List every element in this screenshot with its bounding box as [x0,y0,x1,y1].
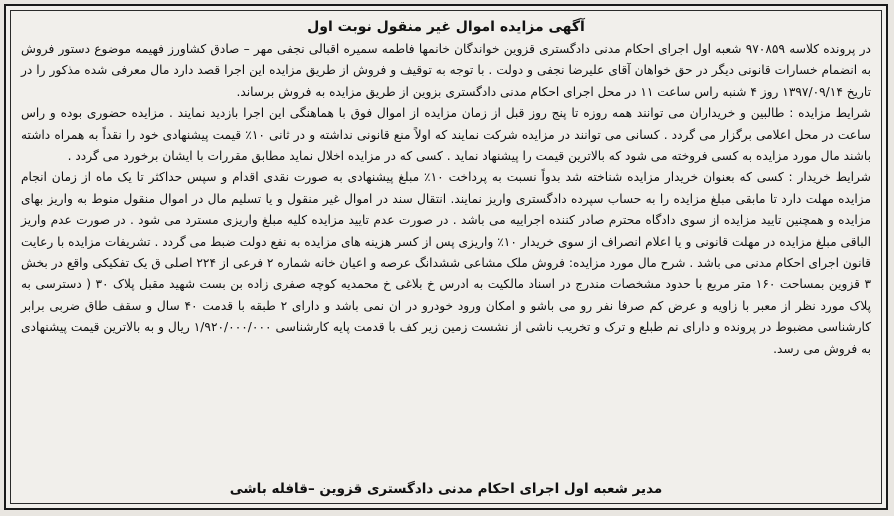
notice-paragraph: در پرونده کلاسه ۹۷۰۸۵۹ شعبه اول اجرای احکام مدنی دادگستری قزوین خواندگان خانمها فاطمه سمیره اقبالی نجفی مهر – صادق کشاورز فهیمه موضوع دستور فروش به انضمام خسارات قانونی دیگر در حق خواهان آقای علیرضا نجفی و دولت . با توجه به توقیف و فروش از طریق مزایده این اجرا قصد دارد مال معرفی شده مذکور را در تاریخ ۱۳۹۷/۰۹/۱۴ روز ۴ شنبه راس ساعت ۱۱ در محل اجرای احکام مدنی دادگستری بزوین از طریق مزایده به فروش برساند. [21,42,871,99]
notice-paragraph: شرایط مزایده : طالبین و خریداران می توانند همه روزه تا پنج روز قبل از زمان مزایده از اموال فوق با هماهنگی این اجرا بازدید نمایند . مزایده حضوری بوده و راس ساعت در محل اعلامی برگزار می گردد . کسانی می توانند در مزایده شرکت نمایند که اولاً منع قانونی نداشته و در ثانی ۱۰٪ قیمت پیشنهادی خود را نقداً به همراه داشته باشند مال مورد مزایده به کسی فروخته می شود که بالاترین قیمت را پیشنهاد نماید . کسی که در مزایده اخلال نماید مطابق مقررات با ایشان برخورد می گردد . [21,106,871,164]
notice-paragraph: شرایط خریدار : کسی که بعنوان خریدار مزایده شناخته شد بدواً نسبت به پرداخت ۱۰٪ مبلغ پیشنهادی به صورت نقدی اقدام و سپس حداکثر تا یک ماه از زمان انجام مزایده مهلت دارد تا مابقی مبلغ مزایده را به حساب سپرده دادگستری واریز نمایند. انتقال سند در اموال غیر منقول و یا تسلیم مال در اموال منقول منوط به واریز بهای مزایده و همچنین تایید مزایده از سوی دادگاه محترم صادر کننده اجراییه می باشد . در صورت عدم تایید مزایده کلیه مبلغ واریزی مسترد می شود . در صورت عدم واریز الباقی مبلغ مزایده در مهلت قانونی و یا اعلام انصراف از سوی خریدار ۱۰٪ واریزی پس از کسر هزینه های مزایده به نفع دولت ضبط می گردد . تشریفات مزایده با رعایت قانون اجرای احکام مدنی می باشد . شرح مال مورد مزایده: فروش ملک مشاعی ششدانگ عرصه و اعیان خانه شماره ۲ فرعی از ۲۲۴ اصلی ق یک تفکیکی واقع در بخش ۳ قزوین بمساحت ۱۶۰ متر مربع با حدود مشخصات مندرج در اسناد مالکیت به ادرس خ بلاغی خ محمدیه کوچه صفری زاده بن بست شهید مقبل پلاک ۳۰ ( دسترسی به پلاک مورد نظر از معبر با زاویه و عرض کم صرفا نفر رو می باشو و امکان ورود خودرو در ان نمی باشد و دارای ۲ طبقه با قدمت ۴۰ سال و سقف طاق ضربی برابر کارشناسی مضبوط در پرونده و دارای نم طبلع و ترک و تخریب ناشی از نشست زمین زیر کف با قدمت پایه کارشناسی ۱/۹۲۰/۰۰۰/۰۰۰ ریال و به بالاترین قیمت پیشنهادی به فروش می رسد. [21,170,872,356]
notice-content [10,10,882,504]
notice-frame [4,4,888,510]
notice-title: آگهی مزایده اموال غیر منقول نوبت اول [307,19,585,35]
notice-signature: مدیر شعبه اول اجرای احکام مدنی دادگستری قزوین –قافله باشی [229,481,663,497]
